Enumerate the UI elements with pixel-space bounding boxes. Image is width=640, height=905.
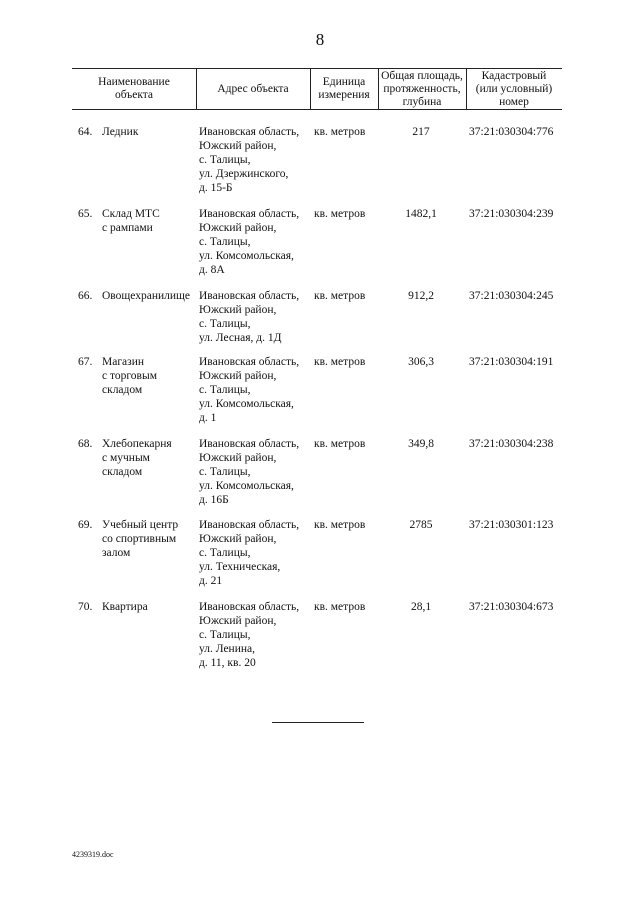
area: 1482,1 xyxy=(405,208,437,220)
object-name: Учебный центр со спортивным залом xyxy=(102,519,179,559)
cadastral-number: 37:21:030304:776 xyxy=(469,126,554,138)
header-cadastral: Кадастровый (или условный) номер xyxy=(475,69,553,108)
object-address: Ивановская область, Южский район, с. Талицы, ул. Техническая, д. 21 xyxy=(199,519,300,587)
header-unit: Единица измерения xyxy=(318,76,370,101)
object-address: Ивановская область, Южский район, с. Талицы, ул. Комсомольская, д. 16Б xyxy=(199,438,300,506)
cadastral-number: 37:21:030301:123 xyxy=(469,519,554,531)
header-address: Адрес объекта xyxy=(217,82,289,95)
area: 217 xyxy=(412,126,430,138)
row-number: 69. xyxy=(78,519,93,531)
object-address: Ивановская область, Южский район, с. Талицы, ул. Комсомольская, д. 8А xyxy=(199,208,300,276)
unit: кв. метров xyxy=(314,438,366,450)
unit: кв. метров xyxy=(314,208,366,220)
cadastral-number: 37:21:030304:238 xyxy=(469,438,554,450)
header-name: Наименование объекта xyxy=(98,76,170,101)
row-number: 65. xyxy=(78,208,93,220)
unit: кв. метров xyxy=(314,290,366,302)
header-area: Общая площадь, протяженность, глубина xyxy=(381,69,463,108)
page-number: 8 xyxy=(315,30,325,49)
table-header xyxy=(72,68,562,110)
object-address: Ивановская область, Южский район, с. Талицы, ул. Дзержинского, д. 15-Б xyxy=(199,126,300,194)
unit: кв. метров xyxy=(314,601,366,613)
cadastral-number: 37:21:030304:245 xyxy=(469,290,554,302)
area: 306,3 xyxy=(408,356,434,368)
row-number: 64. xyxy=(78,126,93,138)
area: 28,1 xyxy=(410,601,432,613)
row-number: 66. xyxy=(78,290,93,302)
object-name: Магазин с торговым складом xyxy=(102,356,157,396)
object-name: Квартира xyxy=(102,601,148,613)
object-address: Ивановская область, Южский район, с. Талицы, ул. Ленина, д. 11, кв. 20 xyxy=(199,601,300,669)
object-address: Ивановская область, Южский район, с. Талицы, ул. Лесная, д. 1Д xyxy=(199,290,300,344)
cadastral-number: 37:21:030304:239 xyxy=(469,208,554,220)
cadastral-number: 37:21:030304:673 xyxy=(469,601,554,613)
object-name: Ледник xyxy=(102,126,139,138)
row-number: 67. xyxy=(78,356,93,368)
row-number: 68. xyxy=(78,438,93,450)
end-of-table-rule xyxy=(272,722,364,723)
object-name: Склад МТС с рампами xyxy=(102,208,160,234)
area: 349,8 xyxy=(408,438,434,450)
area: 912,2 xyxy=(408,290,434,302)
area: 2785 xyxy=(409,519,433,531)
object-name: Овощехранилище xyxy=(102,290,190,302)
unit: кв. метров xyxy=(314,356,366,368)
unit: кв. метров xyxy=(314,126,366,138)
row-number: 70. xyxy=(78,601,93,613)
document-filename: 4239319.doc xyxy=(72,850,114,859)
object-name: Хлебопекарня с мучным складом xyxy=(102,438,172,478)
object-address: Ивановская область, Южский район, с. Талицы, ул. Комсомольская, д. 1 xyxy=(199,356,300,424)
cadastral-number: 37:21:030304:191 xyxy=(469,356,554,368)
unit: кв. метров xyxy=(314,519,366,531)
